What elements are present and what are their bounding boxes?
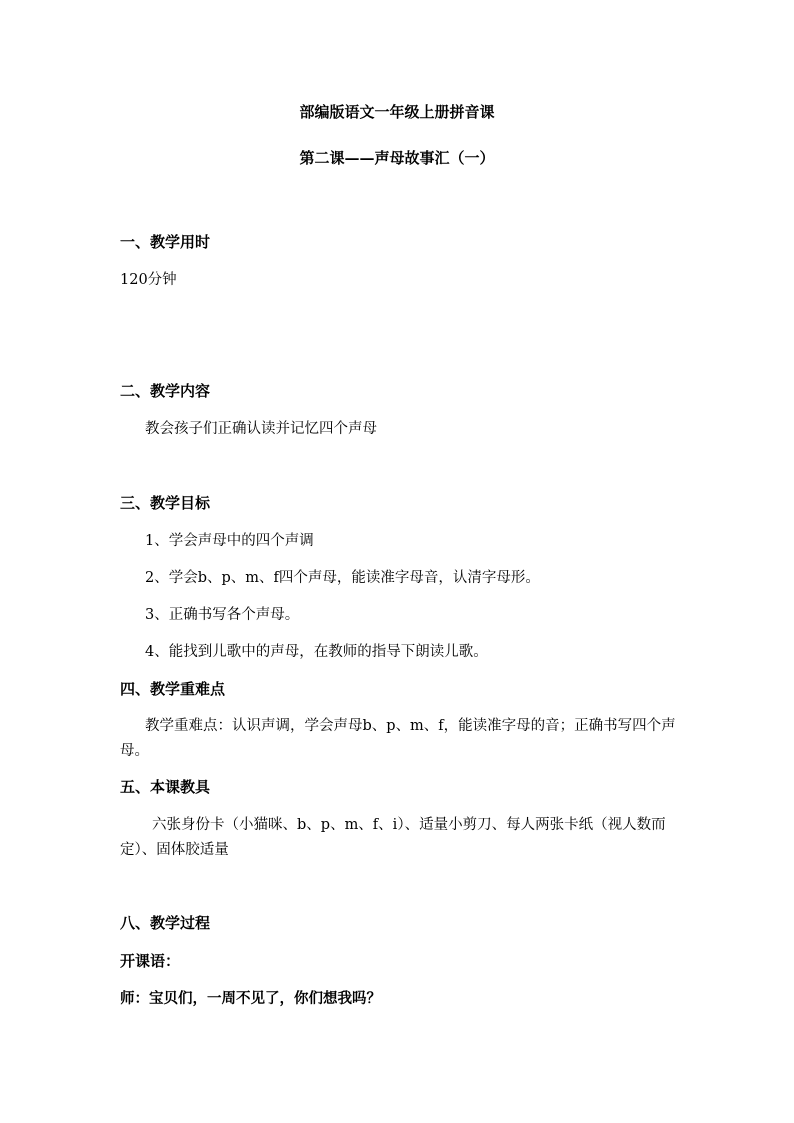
goal-item: 1、学会声母中的四个声调 <box>145 533 314 549</box>
section-heading-time: 一、教学用时 <box>120 233 211 251</box>
section-heading-teaching-aids: 五、本课教具 <box>120 778 211 796</box>
document-subtitle: 第二课——声母故事汇（一） <box>299 149 495 167</box>
section-paragraph: 六张身份卡（小猫咪、b、p、m、f、i）、适量小剪刀、每人两张卡纸（视人数而定）、固体胶适量 <box>120 817 666 858</box>
section-heading-goals: 三、教学目标 <box>120 494 211 512</box>
section-paragraph: 120分钟 <box>120 272 177 288</box>
goal-item: 3、正确书写各个声母。 <box>145 607 300 623</box>
opening-label: 开课语： <box>120 952 181 970</box>
section-heading-content: 二、教学内容 <box>120 382 211 400</box>
goal-item: 2、学会b、p、m、f四个声母，能读准字母音，认清字母形。 <box>145 570 540 586</box>
teacher-line: 师：宝贝们，一周不见了，你们想我吗？ <box>120 990 381 1007</box>
section-paragraph: 教学重难点：认识声调，学会声母b、p、m、f，能读准字母的音；正确书写四个声母。 <box>120 718 676 759</box>
section-paragraph: 教会孩子们正确认读并记忆四个声母 <box>145 421 377 437</box>
section-heading-key-points: 四、教学重难点 <box>120 680 226 698</box>
goal-item: 4、能找到儿歌中的声母，在教师的指导下朗读儿歌。 <box>145 644 488 660</box>
section-heading-process: 八、教学过程 <box>120 914 211 932</box>
document-title: 部编版语文一年级上册拼音课 <box>299 103 495 121</box>
